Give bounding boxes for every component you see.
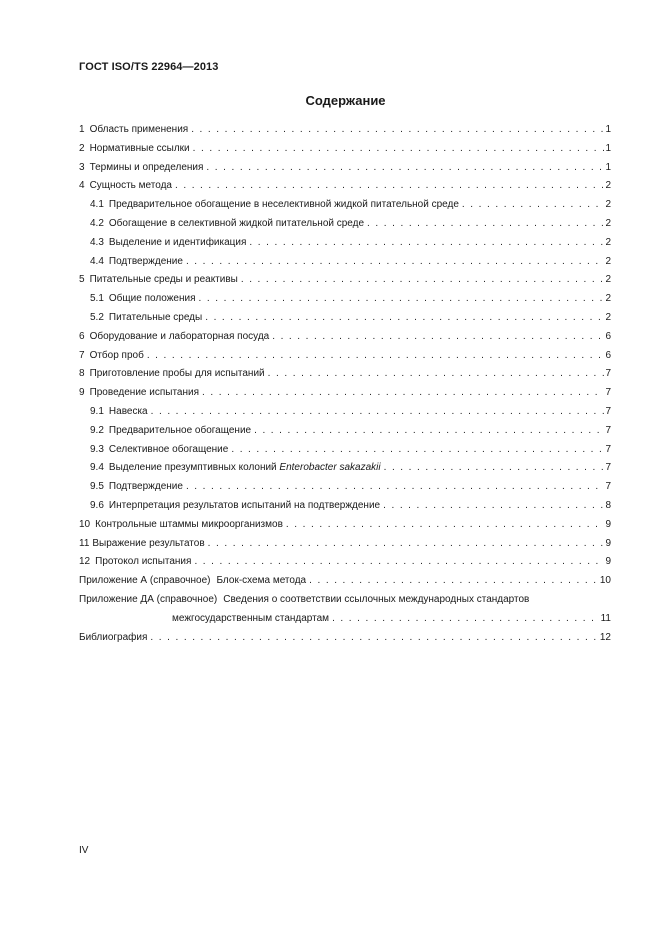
toc-subentry[interactable]: 9.3 Селективное обогащение . . . 7 [79,441,611,460]
toc-entry[interactable]: 3 Термины и определения . . . 1 [79,159,611,178]
toc-entry[interactable]: 12 Протокол испытания . . . 9 [79,553,611,572]
toc-page-number: 6 [605,330,611,342]
toc-page-number: 9 [605,518,611,530]
toc-entry-title: Отбор проб [89,349,144,361]
toc-page-number: 7 [605,424,611,436]
toc-entry[interactable]: 5 Питательные среды и реактивы . . . 2 [79,271,611,290]
table-of-contents [79,121,611,648]
bibliography-title: Библиография [79,631,148,643]
toc-entry-title: Обогащение в селективной жидкой питательной среде [108,217,365,229]
toc-entry-title: Сущность метода [89,180,172,192]
toc-entry[interactable]: 8 Приготовление пробы для испытаний . . . 7 [79,365,611,384]
toc-entry[interactable]: 1 Область применения . . . 1 [79,121,611,140]
standard-code: ГОСТ ISO/TS 22964—2013 [79,61,219,73]
toc-entry-title: Питательные среды [108,311,203,323]
appendix-label: Приложение ДА (справочное) [79,593,218,605]
toc-page-number: 1 [605,161,611,173]
toc-entry-title: Проведение испытания [89,387,200,399]
toc-page-number: 11 [600,612,611,624]
toc-entry-title: Подтверждение [108,255,183,267]
toc-entry-title: Предварительное обогащение [108,424,252,436]
toc-entry[interactable]: 4 Сущность метода . . . 2 [79,177,611,196]
toc-entry[interactable]: 11 Выражение результатов . . . 9 [79,535,611,554]
toc-entry-title: Подтверждение [108,481,183,493]
toc-entry[interactable]: 9 Проведение испытания . . . 7 [79,384,611,403]
appendix-label: Приложение А (справочное) [79,575,211,587]
toc-page-number: 1 [605,124,611,135]
toc-subentry[interactable]: 4.2 Обогащение в селективной жидкой питательной среде . . . 2 [79,215,611,234]
toc-subentry[interactable]: 9.1 Навеска . . . 7 [79,403,611,422]
toc-entry-title: Оборудование и лабораторная посуда [89,330,270,342]
appendix-title-line2: межгосударственным стандартам [172,612,330,624]
toc-page-number: 7 [605,481,611,493]
toc-page-number: 2 [605,311,611,323]
toc-bibliography[interactable] [79,629,611,648]
toc-entry-title: Селективное обогащение [108,443,229,455]
page-number: IV [79,845,89,856]
toc-page-number: 7 [605,405,611,417]
toc-entry-title: Контрольные штаммы микроорганизмов [95,518,283,530]
toc-page-number: 12 [599,631,611,643]
toc-appendix-a[interactable] [79,572,611,591]
toc-appendix-da[interactable] [79,591,611,629]
toc-entry-title: Выделение и идентификация [108,236,247,248]
toc-entry-title: Выражение результатов [92,537,205,549]
toc-page-number: 9 [605,537,611,549]
toc-entry-title: Термины и определения [89,161,204,173]
toc-entry-title: Область применения [89,124,189,135]
toc-subentry[interactable]: 5.2 Питательные среды . . . 2 [79,309,611,328]
toc-page-number: 7 [605,443,611,455]
toc-entry[interactable]: 2 Нормативные ссылки . . . 1 [79,140,611,159]
toc-page-number: 7 [605,387,611,399]
toc-page-number: 6 [605,349,611,361]
toc-entry-title: Нормативные ссылки [89,142,190,154]
toc-page-number: 1 [605,142,611,154]
toc-title: Содержание [305,93,386,108]
toc-subentry[interactable]: 4.4 Подтверждение . . . 2 [79,253,611,272]
appendix-title-line1: Сведения о соответствии ссылочных международных стандартов [223,593,530,605]
toc-subentry[interactable]: 9.4 Выделение презумптивных колоний Enterobacter sakazakii . . . 7 [79,459,611,478]
toc-entry-title: Выделение презумптивных колоний [108,462,277,474]
toc-page-number: 2 [605,293,611,305]
toc-page-number: 9 [605,556,611,568]
appendix-title: Блок-схема метода [216,575,307,587]
toc-page-number: 2 [605,217,611,229]
toc-page-number: 2 [605,236,611,248]
toc-page-number: 7 [605,368,611,380]
toc-subentry[interactable]: 4.1 Предварительное обогащение в неселективной жидкой питательной среде . . . 2 [79,196,611,215]
toc-page-number: 2 [605,274,611,286]
toc-subentry[interactable]: 9.5 Подтверждение . . . 7 [79,478,611,497]
toc-entry-title-italic: Enterobacter sakazakii [279,462,381,474]
toc-subentry[interactable]: 4.3 Выделение и идентификация . . . 2 [79,234,611,253]
toc-entry-title: Навеска [108,405,148,417]
toc-entry[interactable]: 7 Отбор проб . . . 6 [79,347,611,366]
toc-entry[interactable]: 10 Контрольные штаммы микроорганизмов . . . 9 [79,516,611,535]
toc-entry-title: Питательные среды и реактивы [89,274,238,286]
toc-page-number: 8 [605,499,611,511]
toc-page-number: 7 [605,462,611,474]
toc-entry-title: Интерпретация результатов испытаний на подтверждение [108,499,381,511]
toc-entry-title: Протокол испытания [95,556,192,568]
toc-subentry[interactable]: 9.6 Интерпретация результатов испытаний на подтверждение . . . 8 [79,497,611,516]
toc-page-number: 2 [605,180,611,192]
toc-subentry[interactable]: 5.1 Общие положения . . . 2 [79,290,611,309]
toc-entry[interactable]: 6 Оборудование и лабораторная посуда . . . 6 [79,328,611,347]
toc-subentry[interactable]: 9.2 Предварительное обогащение . . . 7 [79,422,611,441]
toc-entry-title: Общие положения [108,293,196,305]
toc-entry-title: Приготовление пробы для испытаний [89,368,265,380]
toc-page-number: 2 [605,199,611,211]
toc-page-number: 10 [599,575,611,587]
toc-entry-title: Предварительное обогащение в неселективной жидкой питательной среде [108,199,459,211]
toc-page-number: 2 [605,255,611,267]
